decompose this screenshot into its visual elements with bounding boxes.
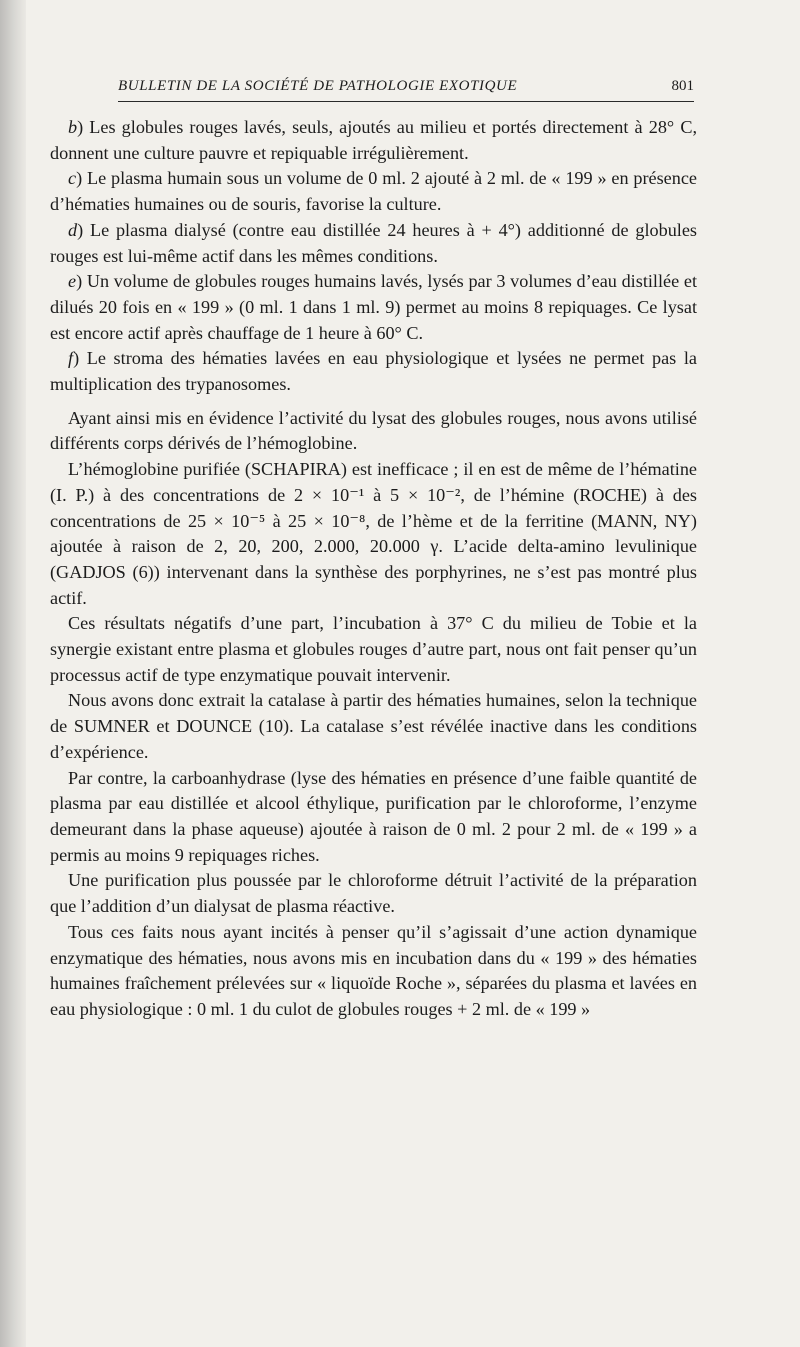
page-number: 801: [671, 78, 694, 94]
item-letter-f: f: [68, 348, 74, 369]
paragraph-text: ) Le plasma dialysé (contre eau distillée 24 heures à + 4°) additionné de globules rouges est lui-même actif dans les mêmes conditions.: [50, 219, 697, 266]
item-letter-e: e: [68, 271, 77, 292]
paragraph-f: [50, 346, 697, 397]
paragraph-catalase: Nous avons donc extrait la catalase à partir des hématies humaines, selon la technique de SUMNER et DOUNCE (10). La catalase s’est révélée inactive dans les conditions d’expérience.: [50, 690, 697, 762]
item-letter-c: c: [68, 168, 77, 189]
journal-title: BULLETIN DE LA SOCIÉTÉ DE PATHOLOGIE EXOTIQUE: [118, 78, 518, 94]
paragraph-incubation: Tous ces faits nous ayant incités à penser qu’il s’agissait d’une action dynamique enzymatique des hématies, nous avons mis en incubation dans du « 199 » des hématies humaines fraîchement prélevées sur « liquoïde Roche », séparées du plasma et lavées en eau physiologique : 0 ml. 1 du culot de globules rouges + 2 ml. de « 199 »: [50, 921, 697, 1019]
article-body: [50, 115, 697, 1023]
paragraph-negative-results: Ces résultats négatifs d’une part, l’incubation à 37° C du milieu de Tobie et la synergie existant entre plasma et globules rouges d’autre part, nous ont fait penser qu’un processus actif de type enzymatique pouvait intervenir.: [50, 613, 697, 685]
paragraph-text: ) Le plasma humain sous un volume de 0 ml. 2 ajouté à 2 ml. de « 199 » en présence d’hématies humaines ou de souris, favorise la culture.: [50, 168, 697, 215]
running-header: [118, 78, 694, 102]
journal-page: [50, 78, 697, 1023]
item-letter-d: d: [68, 219, 78, 240]
item-letter-b: b: [68, 117, 78, 137]
paragraph-lysate: Ayant ainsi mis en évidence l’activité du lysat des globules rouges, nous avons utilisé différents corps dérivés de l’hémoglobine.: [50, 407, 697, 454]
paragraph-c: [50, 166, 697, 217]
paragraph-hemoglobin: L’hémoglobine purifiée (SCHAPIRA) est inefficace ; il en est de même de l’hématine (I. P.) à des concentrations de 2 × 10⁻¹ à 5 × 10⁻², de l’hémine (ROCHE) à des concentrations de 25 × 10⁻⁵ à 25 × 10⁻⁸, de l’hème et de la ferritine (MANN, NY) ajoutée à raison de 2, 20, 200, 2.000, 20.000 γ. L’acide delta-amino levulinique (GADJOS (6)) intervenant dans la synthèse des porphyrines, ne s’est pas montré plus actif.: [50, 459, 697, 608]
paragraph-d: [50, 218, 697, 269]
paragraph-text: ) Le stroma des hématies lavées en eau physiologique et lysées ne permet pas la multiplication des trypanosomes.: [50, 348, 697, 395]
paragraph-carboanhydrase: Par contre, la carboanhydrase (lyse des hématies en présence d’une faible quantité de plasma par eau distillée et alcool éthylique, purification par le chloroforme, l’enzyme demeurant dans la phase aqueuse) ajoutée à raison de 0 ml. 2 pour 2 ml. de « 199 » a permis au moins 9 repiquages riches.: [50, 767, 697, 865]
paragraph-e: [50, 269, 697, 346]
paragraph-text: ) Un volume de globules rouges humains lavés, lysés par 3 volumes d’eau distillée et dilués 20 fois en « 199 » (0 ml. 1 dans 1 ml. 9) permet au moins 8 repiquages. Ce lysat est encore actif après chauffage de 1 heure à 60° C.: [50, 271, 697, 343]
paragraph-purification: Une purification plus poussée par le chloroforme détruit l’activité de la préparation que l’addition d’un dialysat de plasma réactive.: [50, 870, 697, 917]
paragraph-text: ) Les globules rouges lavés, seuls, ajoutés au milieu et portés directement à 28° C, donnent une culture pauvre et repiquable irrégulièrement.: [50, 117, 697, 163]
book-spine-shadow: [0, 0, 26, 1347]
paragraph-b: [50, 115, 697, 166]
